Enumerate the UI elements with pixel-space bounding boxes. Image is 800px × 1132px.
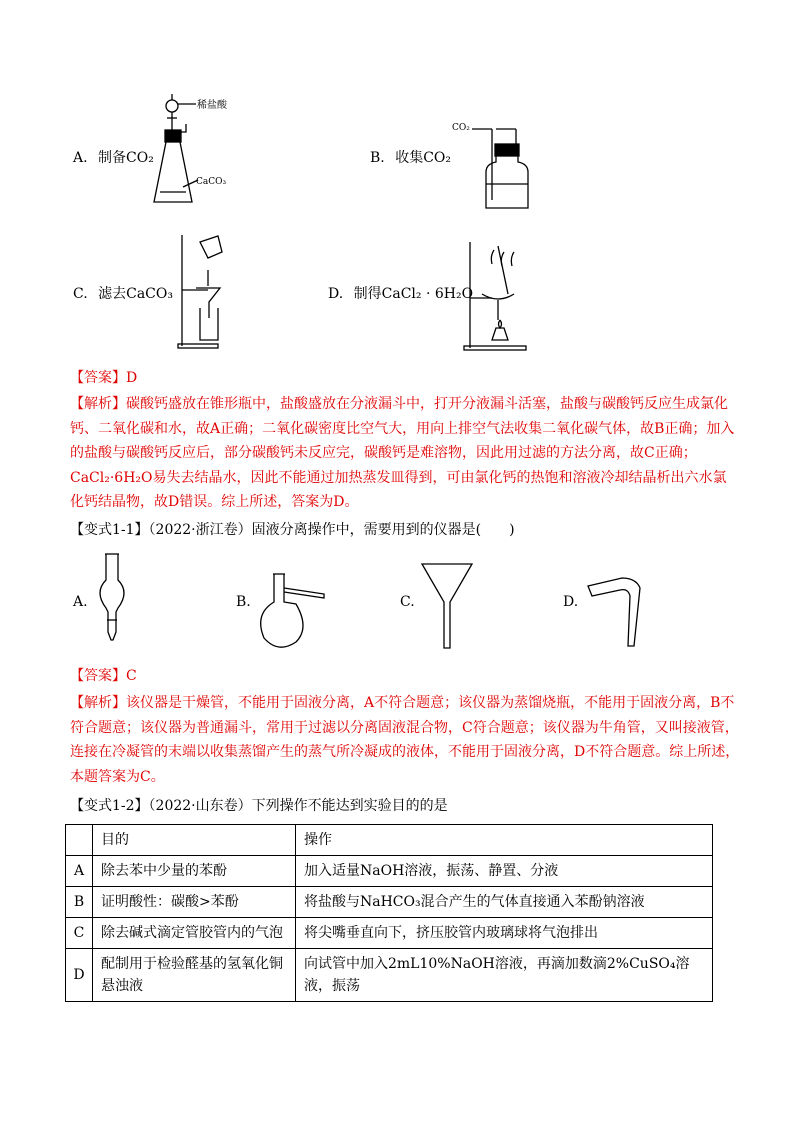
q3-tag: 【变式1-2】 (70, 798, 149, 814)
q2-answer (70, 664, 740, 689)
q1-answer-bracket: 【答案】 (70, 370, 126, 386)
q1-answer (70, 366, 740, 391)
table-row (66, 887, 713, 918)
q2-tag: 【变式1-1】 (70, 522, 149, 538)
q2-stem (70, 518, 740, 543)
table-cell: C (66, 918, 93, 949)
q1-answer-value: D (126, 370, 138, 386)
table-cell: 除去碱式滴定管胶管内的气泡 (93, 918, 296, 949)
table-cell: D (66, 949, 93, 1002)
q2-analysis (70, 691, 740, 789)
q1-option-a-text: 制备CO₂ (98, 150, 154, 166)
q2-option-c-letter: C. (400, 594, 415, 610)
q1-option-b-letter: B. (370, 150, 385, 166)
q1-option-a-letter: A. (73, 150, 88, 166)
table-header-cell: 操作 (296, 825, 713, 856)
apparatus-evaporation-icon (462, 236, 534, 354)
label-dilute-hcl: 稀盐酸 (197, 100, 227, 111)
apparatus-collect-co2-icon (470, 122, 530, 214)
q2-stem-text: （2022·浙江卷）固液分离操作中，需要用到的仪器是( ) (148, 522, 515, 538)
table-cell: 向试管中加入2mL10%NaOH溶液，再滴加数滴2%CuSO₄溶液，振荡 (296, 949, 713, 1002)
q1-option-a (73, 147, 154, 167)
drying-tube-icon (94, 552, 134, 644)
q1-option-c (73, 283, 173, 303)
table-cell: A (66, 856, 93, 887)
label-co2-inlet: CO₂ (452, 123, 470, 133)
table-header-cell (66, 825, 93, 856)
q1-option-d-letter: D. (328, 286, 344, 302)
table-row (66, 856, 713, 887)
q3-stem-text: （2022·山东卷）下列操作不能达到实验目的的是 (148, 798, 448, 814)
q1-option-d (328, 283, 473, 303)
distilling-flask-icon (258, 572, 330, 654)
table-cell: 加入适量NaOH溶液，振荡、静置、分液 (296, 856, 713, 887)
table-cell: 证明酸性：碳酸>苯酚 (93, 887, 296, 918)
table-row (66, 949, 713, 1002)
q2-analysis-text: 该仪器是干燥管，不能用于固液分离，A不符合题意；该仪器为蒸馏烧瓶，不能用于固液分离，B不符合题意；该仪器为普通漏斗，常用于过滤以分离固液混合物，C符合题意；该仪器为牛角管，又叫接液管，连接在冷凝管的末端以收集蒸馏产生的蒸气所冷凝成的液体，不能用于固液分离，D不符合题意。综上所述，本题答案为C。 (70, 695, 740, 785)
q2-option-d-letter: D. (563, 594, 579, 610)
table-cell: 将尖嘴垂直向下，挤压胶管内玻璃球将气泡排出 (296, 918, 713, 949)
funnel-icon (420, 562, 474, 652)
apparatus-filtration-icon (178, 230, 240, 352)
q1-option-c-letter: C. (73, 286, 88, 302)
q1-option-b (370, 147, 451, 167)
table-header-cell: 目的 (93, 825, 296, 856)
q1-option-b-text: 收集CO₂ (395, 150, 452, 166)
q2-answer-value: C (126, 668, 137, 684)
q1-option-c-text: 滤去CaCO₃ (98, 286, 173, 302)
q3-stem (70, 794, 740, 819)
table-cell: 将盐酸与NaHCO₃混合产生的气体直接通入苯酚钠溶液 (296, 887, 713, 918)
table-row (66, 918, 713, 949)
label-caco3: CaCO₃ (196, 177, 227, 187)
table-cell: 配制用于检验醛基的氢氧化铜悬浊液 (93, 949, 296, 1002)
q2-option-a-letter: A. (73, 594, 88, 610)
table-header-row (66, 825, 713, 856)
q3-table (65, 824, 713, 1002)
q1-analysis-text: 碳酸钙盛放在锥形瓶中，盐酸盛放在分液漏斗中，打开分液漏斗活塞，盐酸与碳酸钙反应生成氯化钙、二氧化碳和水，故A正确；二氧化碳密度比空气大，用向上排空气法收集二氧化碳气体，故B正确；加入的盐酸与碳酸钙反应后，部分碳酸钙未反应完，碳酸钙是难溶物，因此用过滤的方法分离，故C正确；CaCl₂·6H₂O易失去结晶水，因此不能通过加热蒸发皿得到，可由氯化钙的热饱和溶液冷却结晶析出六水氯化钙结晶物，故D错误。综上所述，答案为D。 (70, 396, 735, 510)
table-cell: 除去苯中少量的苯酚 (93, 856, 296, 887)
adapter-tube-icon (586, 576, 644, 650)
q2-answer-bracket: 【答案】 (70, 668, 126, 684)
q1-analysis (70, 392, 740, 515)
q2-option-b-letter: B. (236, 594, 251, 610)
table-cell: B (66, 887, 93, 918)
q1-option-d-text: 制得CaCl₂ · 6H₂O (353, 286, 474, 302)
q1-analysis-bracket: 【解析】 (70, 396, 126, 412)
q2-analysis-bracket: 【解析】 (70, 695, 126, 711)
